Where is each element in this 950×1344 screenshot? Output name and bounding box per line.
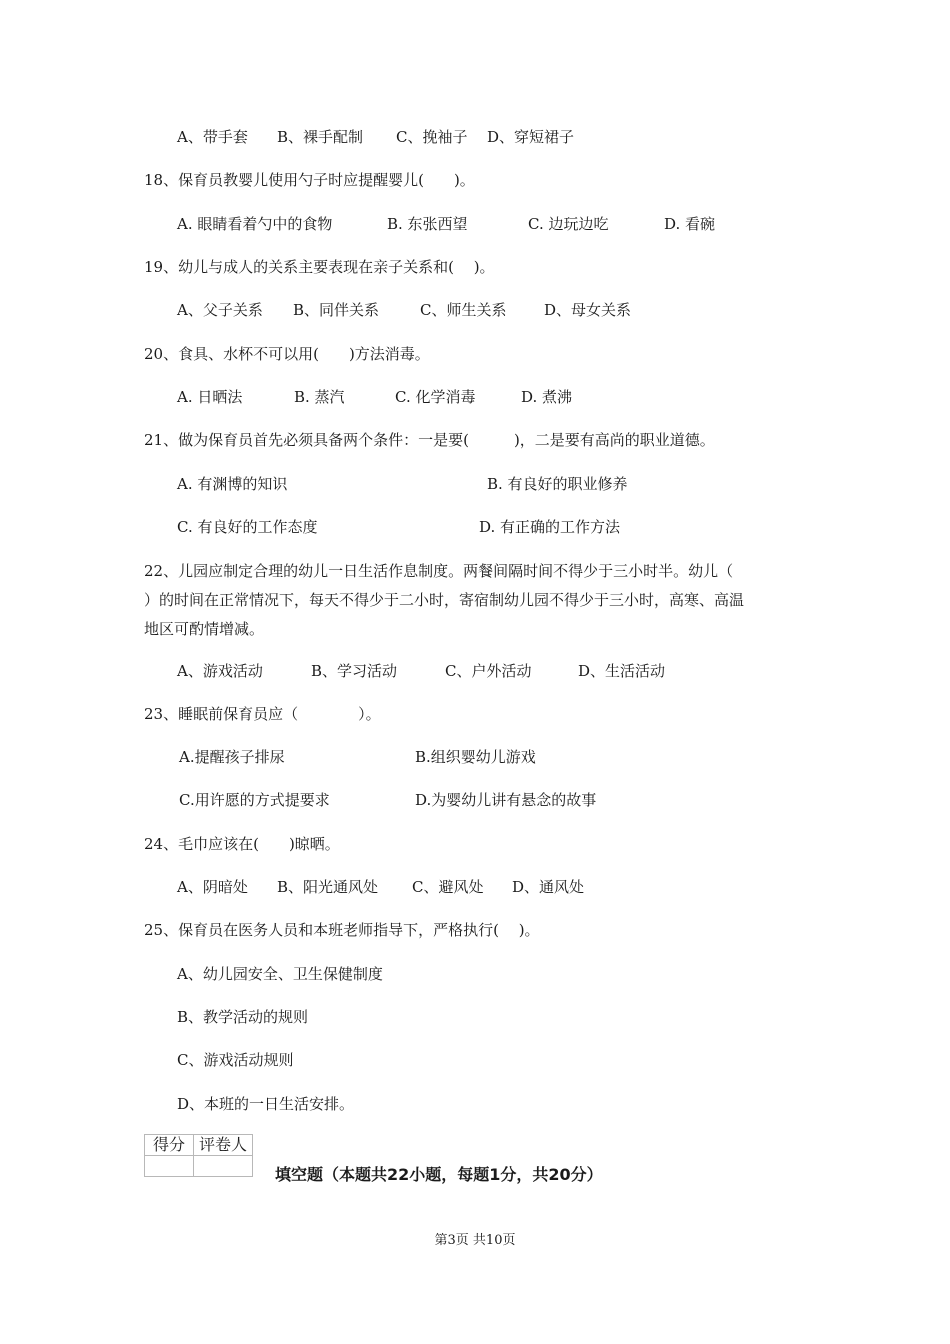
option: B、学习活动 (311, 662, 398, 680)
option: B. 蒸汽 (294, 388, 345, 406)
option: B. 有良好的职业修养 (487, 475, 628, 493)
option: A. 眼睛看着勺中的食物 (177, 215, 333, 233)
option: A. 日晒法 (177, 388, 243, 406)
option: B. 东张西望 (387, 215, 468, 233)
grader-label: 评卷人 (194, 1135, 253, 1156)
q25-option-b: B、教学活动的规则 (177, 1008, 309, 1026)
question-19: 19、幼儿与成人的关系主要表现在亲子关系和( )。 (144, 258, 495, 276)
option: D. 煮沸 (521, 388, 573, 406)
option: D、生活活动 (578, 662, 666, 680)
question-22-line1: 22、儿园应制定合理的幼儿一日生活作息制度。两餐间隔时间不得少于三小时半。幼儿（ (144, 562, 734, 580)
option: A、父子关系 (177, 301, 263, 319)
option: B、同伴关系 (293, 301, 380, 319)
question-18: 18、保育员教婴儿使用勺子时应提醒婴儿( )。 (144, 171, 475, 189)
option: C、避风处 (412, 878, 484, 896)
question-24: 24、毛巾应该在( )晾晒。 (144, 835, 340, 853)
option: C、挽袖子 (396, 128, 468, 146)
question-20: 20、食具、水杯不可以用( )方法消毒。 (144, 345, 430, 363)
option: B、裸手配制 (277, 128, 364, 146)
option: D. 看碗 (664, 215, 716, 233)
option: C. 化学消毒 (395, 388, 476, 406)
question-25: 25、保育员在医务人员和本班老师指导下，严格执行( )。 (144, 921, 540, 939)
page-footer: 第3页 共10页 (434, 1233, 516, 1248)
score-label: 得分 (145, 1135, 194, 1156)
grader-cell (194, 1156, 253, 1177)
option: A. 有渊博的知识 (177, 475, 288, 493)
option: A.提醒孩子排尿 (179, 748, 285, 766)
q25-option-c: C、游戏活动规则 (177, 1051, 294, 1069)
option: D. 有正确的工作方法 (479, 518, 621, 536)
question-21: 21、做为保育员首先必须具备两个条件：一是要( )，二是要有高尚的职业道德。 (144, 431, 715, 449)
option: C. 有良好的工作态度 (177, 518, 318, 536)
option: B、阳光通风处 (277, 878, 379, 896)
score-table (144, 1134, 253, 1177)
option: D、通风处 (512, 878, 585, 896)
q25-option-a: A、幼儿园安全、卫生保健制度 (177, 965, 383, 983)
question-22-line2: ）的时间在正常情况下，每天不得少于二小时，寄宿制幼儿园不得少于三小时，高寒、高温 (144, 591, 745, 609)
q25-option-d: D、本班的一日生活安排。 (177, 1095, 355, 1113)
option: A、带手套 (177, 128, 248, 146)
option: A、阴暗处 (177, 878, 248, 896)
option: D.为婴幼儿讲有悬念的故事 (415, 791, 597, 809)
question-23: 23、睡眠前保育员应（ ）。 (144, 705, 381, 723)
option: C、师生关系 (420, 301, 507, 319)
option: D、母女关系 (544, 301, 632, 319)
option: C. 边玩边吃 (528, 215, 609, 233)
score-cell (145, 1156, 194, 1177)
option: D、穿短裙子 (487, 128, 575, 146)
question-22-line3: 地区可酌情增减。 (144, 620, 265, 638)
option: C、户外活动 (445, 662, 532, 680)
option: B.组织婴幼儿游戏 (415, 748, 536, 766)
option: A、游戏活动 (177, 662, 263, 680)
section-title: 填空题（本题共22小题，每题1分，共20分） (275, 1165, 603, 1184)
option: C.用许愿的方式提要求 (179, 791, 330, 809)
